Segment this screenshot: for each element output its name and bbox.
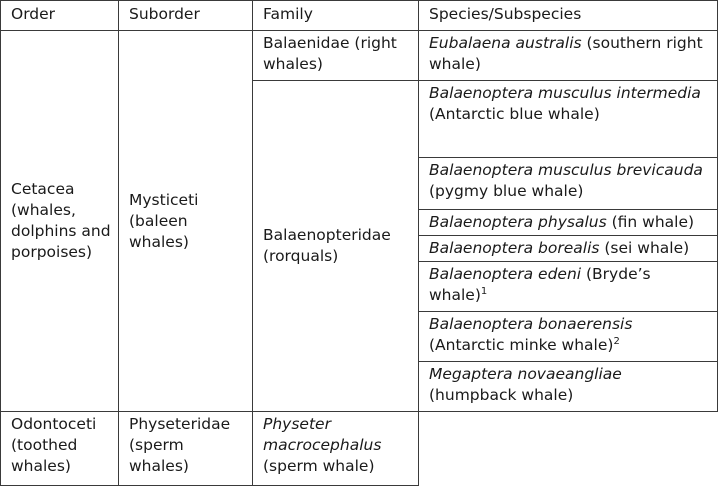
family-common: (sperm whales) [129,436,189,475]
table-row [1,31,718,81]
footnote-marker: 1 [480,285,488,297]
footnote-marker: 2 [613,335,620,347]
species-cell [253,412,419,486]
family-cell-balaenidae [253,31,419,81]
suborder-common: (baleen whales) [129,211,189,251]
species-scientific-name: Eubalaena australis [429,34,582,52]
species-cell [419,362,718,412]
species-common-name: (sperm whale) [263,457,375,475]
species-cell [419,236,718,262]
species-cell [419,81,718,158]
species-common-name: (sei whale) [599,239,690,257]
species-cell [419,210,718,236]
suborder-name: Mysticeti [129,190,199,209]
header-row [1,1,718,31]
species-common-name: (Antarctic minke whale) [429,336,614,354]
species-cell [419,31,718,81]
species-scientific-name: Balaenoptera edeni [429,265,582,283]
table-row [1,412,718,486]
species-common-name: (humpback whale) [429,386,574,404]
suborder-common: (toothed whales) [11,436,78,475]
suborder-name: Odontoceti [11,415,97,433]
species-scientific-name: Balaenoptera borealis [429,239,600,257]
header-family: Family [253,1,419,31]
family-common: (rorquals) [263,247,339,265]
header-order: Order [1,1,119,31]
species-cell [419,312,718,362]
species-scientific-name: Megaptera novaeangliae [429,365,622,383]
species-scientific-name: Balaenoptera musculus brevicauda [429,161,703,179]
family-common: (right whales) [263,34,397,73]
species-scientific-name: Balaenoptera bonaerensis [429,315,633,333]
order-name: Cetacea [11,180,75,198]
suborder-cell-odontoceti [1,412,119,486]
species-common-name: (Bryde’s whale) [429,265,651,304]
family-name: Physeteridae [129,415,231,433]
species-common-name: (pygmy blue whale) [429,182,584,200]
species-scientific-name: Physeter macrocephalus [263,415,382,454]
family-name: Balaenidae [263,34,350,52]
species-common-name: (southern right whale) [429,34,703,73]
family-cell-balaenopteridae [253,81,419,412]
species-cell [419,158,718,210]
header-suborder: Suborder [119,1,253,31]
family-cell-physeteridae [119,412,253,486]
species-common-name: (fin whale) [606,213,695,231]
family-name: Balaenopteridae [263,226,391,244]
order-cell [1,31,119,412]
species-scientific-name: Balaenoptera physalus [429,213,607,231]
order-common: (whales, dolphins and porpoises) [11,201,111,261]
species-scientific-name: Balaenoptera musculus intermedia [429,84,701,102]
suborder-cell-mysticeti [119,31,253,412]
species-cell [419,262,718,312]
species-common-name: (Antarctic blue whale) [429,105,600,123]
header-species: Species/Subspecies [419,1,718,31]
